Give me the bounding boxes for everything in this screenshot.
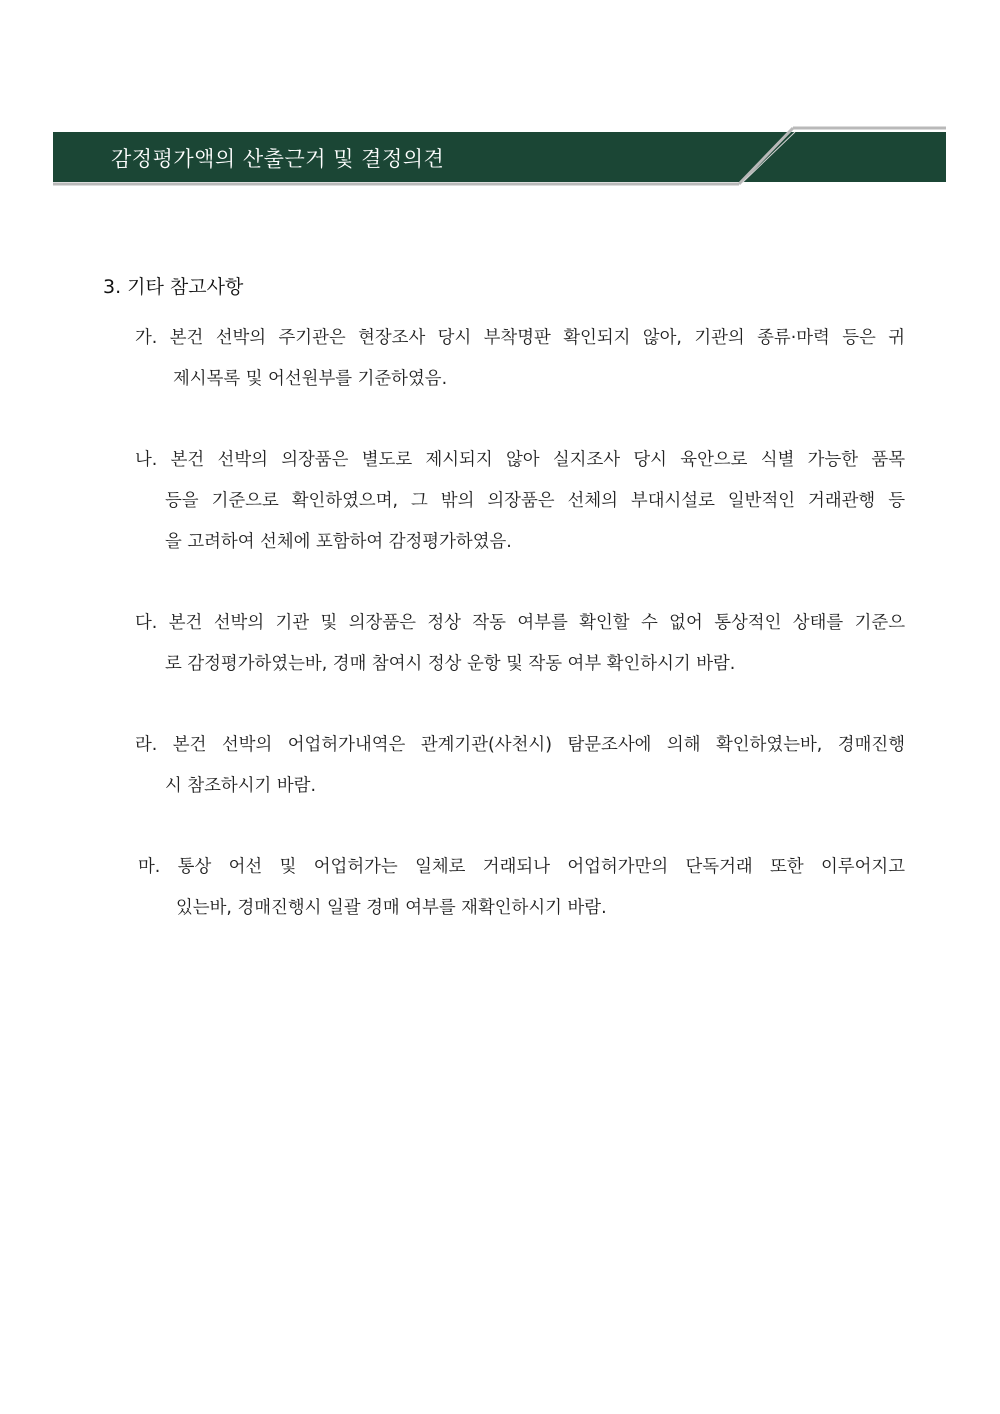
note-item-line: 가. 본건 선박의 주기관은 현장조사 당시 부착명판 확인되지 않아, 기관의 종류·마력 등은 귀 — [135, 328, 905, 348]
note-item-line: 등을 기준으로 확인하였으며, 그 밖의 의장품은 선체의 부대시설로 일반적인 거래관행 등 — [165, 491, 905, 511]
page-title: 감정평가액의 산출근거 및 결정의견 — [111, 147, 445, 171]
note-item-da — [135, 603, 905, 685]
note-item-line: 을 고려하여 선체에 포함하여 감정평가하였음. — [165, 532, 512, 552]
note-item-ma — [138, 847, 905, 929]
section-heading: 3. 기타 참고사항 — [103, 276, 244, 298]
section-header-banner — [53, 126, 946, 188]
note-item-line: 있는바, 경매진행시 일괄 경매 여부를 재확인하시기 바람. — [176, 898, 607, 918]
note-item-ga — [135, 318, 905, 400]
note-item-line: 나. 본건 선박의 의장품은 별도로 제시되지 않아 실지조사 당시 육안으로 식별 가능한 품목 — [135, 450, 905, 470]
note-item-line: 로 감정평가하였는바, 경매 참여시 정상 운항 및 작동 여부 확인하시기 바람. — [165, 654, 736, 674]
note-item-line: 라. 본건 선박의 어업허가내역은 관계기관(사천시) 탐문조사에 의해 확인하였는바, 경매진행 — [135, 735, 905, 755]
note-item-line: 마. 통상 어선 및 어업허가는 일체로 거래되나 어업허가만의 단독거래 또한 이루어지고 — [138, 857, 905, 877]
note-item-line: 다. 본건 선박의 기관 및 의장품은 정상 작동 여부를 확인할 수 없어 통상적인 상태를 기준으 — [135, 613, 905, 633]
note-item-line: 제시목록 및 어선원부를 기준하였음. — [173, 369, 448, 389]
note-item-ra — [135, 725, 905, 807]
note-item-line: 시 참조하시기 바람. — [165, 776, 316, 796]
note-item-na — [135, 440, 905, 563]
